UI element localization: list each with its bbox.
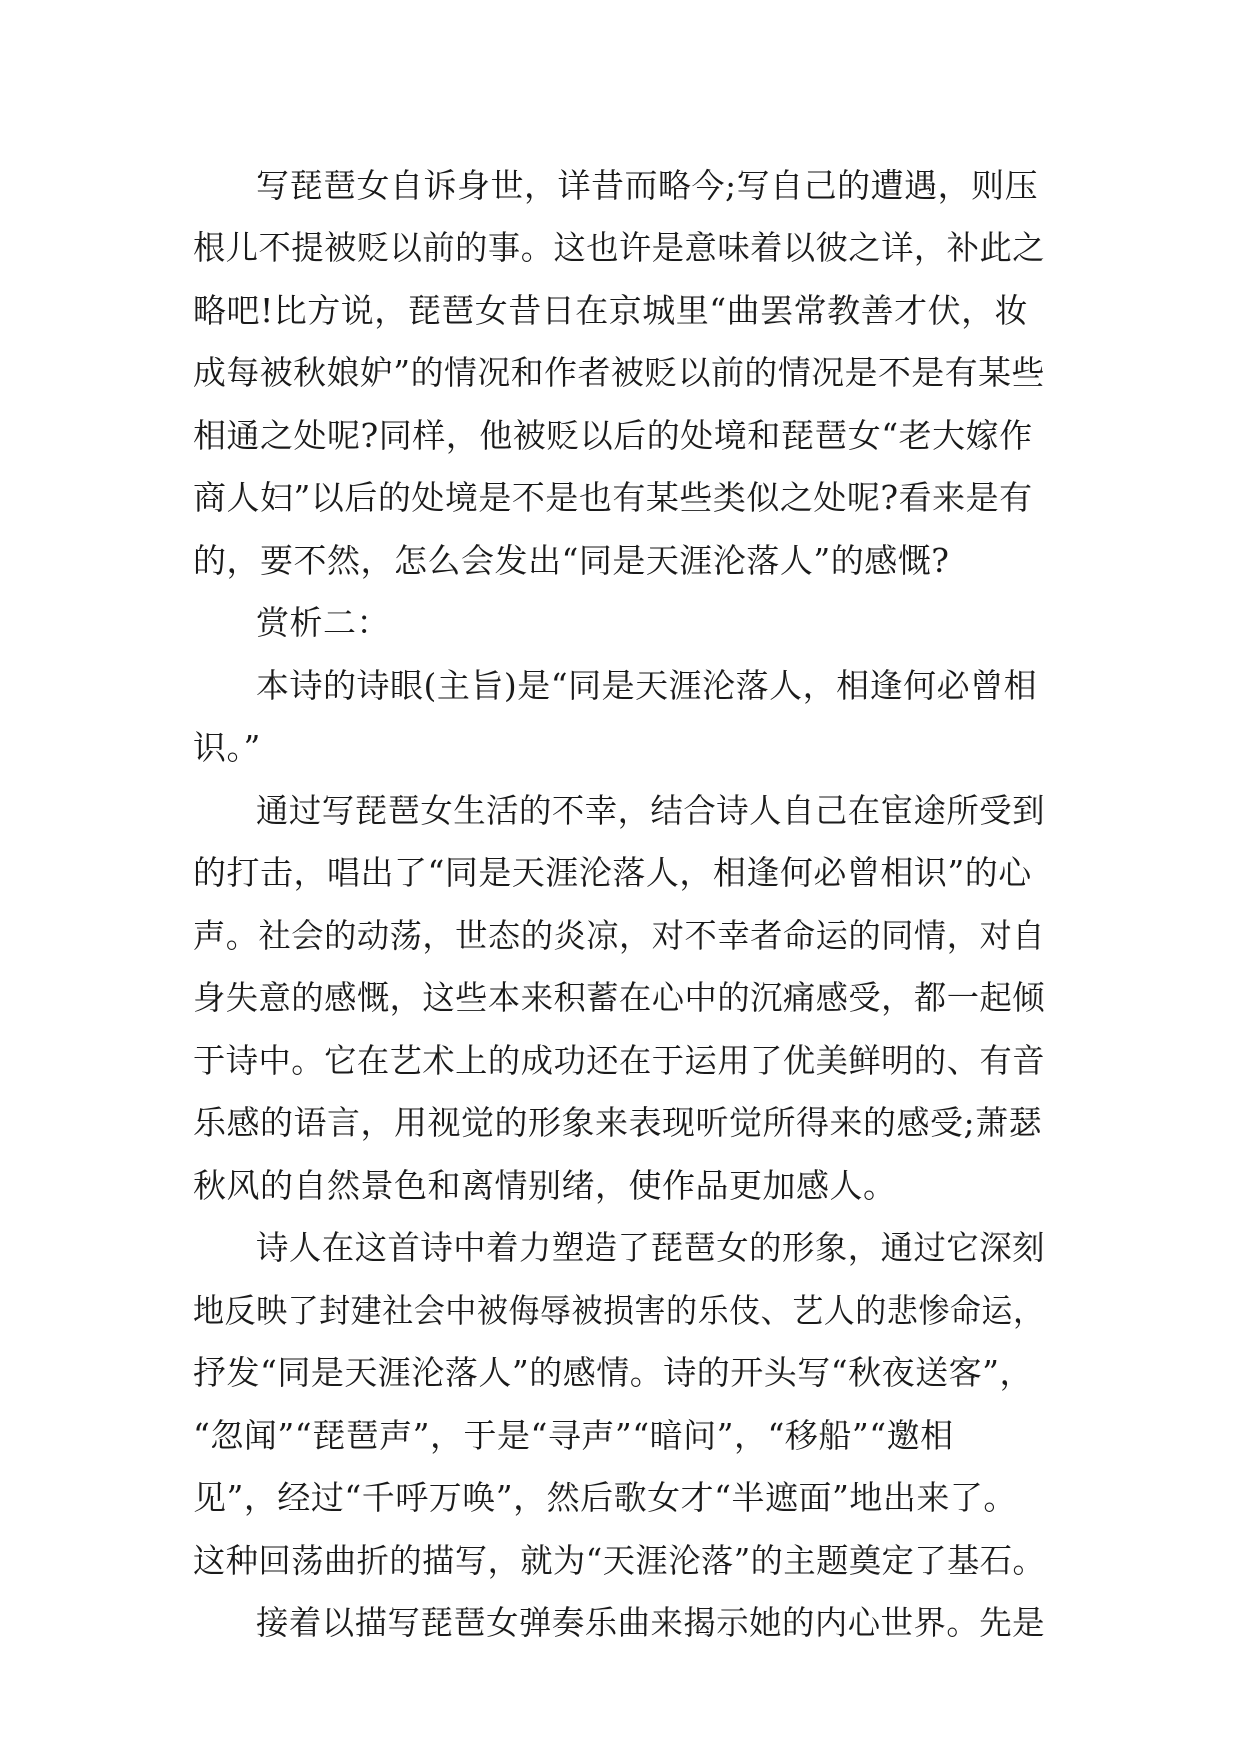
text-line: 这种回荡曲折的描写，就为“天涯沦落”的主题奠定了基石。 bbox=[193, 1541, 1046, 1580]
text-line: 根儿不提被贬以前的事。这也许是意味着以彼之详，补此之 bbox=[193, 228, 1046, 267]
text-line: 抒发“同是天涯沦落人”的感情。诗的开头写“秋夜送客”， bbox=[193, 1353, 1033, 1392]
text-line: 本诗的诗眼(主旨)是“同是天涯沦落人，相逢何必曾相 bbox=[256, 666, 1038, 705]
section-heading: 赏析二： bbox=[256, 603, 390, 642]
text-line: 识。” bbox=[193, 728, 261, 767]
text-line: 乐感的语言，用视觉的形象来表现听觉所得来的感受;萧瑟 bbox=[193, 1103, 1043, 1142]
text-line: 地反映了封建社会中被侮辱被损害的乐伎、艺人的悲惨命运， bbox=[193, 1291, 1045, 1330]
text-line: 成每被秋娘妒”的情况和作者被贬以前的情况是不是有某些 bbox=[193, 353, 1045, 392]
text-line: “忽闻”“琵琶声”，于是“寻声”“暗问”，“移船”“邀相 bbox=[193, 1416, 954, 1455]
text-line: 接着以描写琵琶女弹奏乐曲来揭示她的内心世界。先是 bbox=[256, 1603, 1045, 1642]
text-line: 通过写琵琶女生活的不幸，结合诗人自己在宦途所受到 bbox=[256, 791, 1045, 830]
text-line: 诗人在这首诗中着力塑造了琵琶女的形象，通过它深刻 bbox=[256, 1228, 1045, 1267]
text-line: 于诗中。它在艺术上的成功还在于运用了优美鲜明的、有音 bbox=[193, 1041, 1046, 1080]
text-line: 见”，经过“千呼万唤”，然后歌女才“半遮面”地出来了。 bbox=[193, 1478, 1017, 1517]
text-line: 的打击，唱出了“同是天涯沦落人，相逢何必曾相识”的心 bbox=[193, 853, 1032, 892]
text-line: 身失意的感慨，这些本来积蓄在心中的沉痛感受，都一起倾 bbox=[193, 978, 1046, 1017]
text-line: 的，要不然，怎么会发出“同是天涯沦落人”的感慨? bbox=[193, 541, 950, 580]
text-line: 商人妇”以后的处境是不是也有某些类似之处呢?看来是有 bbox=[193, 478, 1033, 517]
text-line: 相通之处呢?同样，他被贬以后的处境和琵琶女“老大嫁作 bbox=[193, 416, 1033, 455]
text-line: 秋风的自然景色和离情别绪，使作品更加感人。 bbox=[193, 1166, 897, 1205]
text-line: 写琵琶女自诉身世，详昔而略今;写自己的遭遇，则压 bbox=[256, 166, 1039, 205]
text-line: 略吧!比方说，琵琶女昔日在京城里“曲罢常教善才伏，妆 bbox=[193, 291, 1029, 330]
text-line: 声。社会的动荡，世态的炎凉，对不幸者命运的同情，对自 bbox=[193, 916, 1046, 955]
